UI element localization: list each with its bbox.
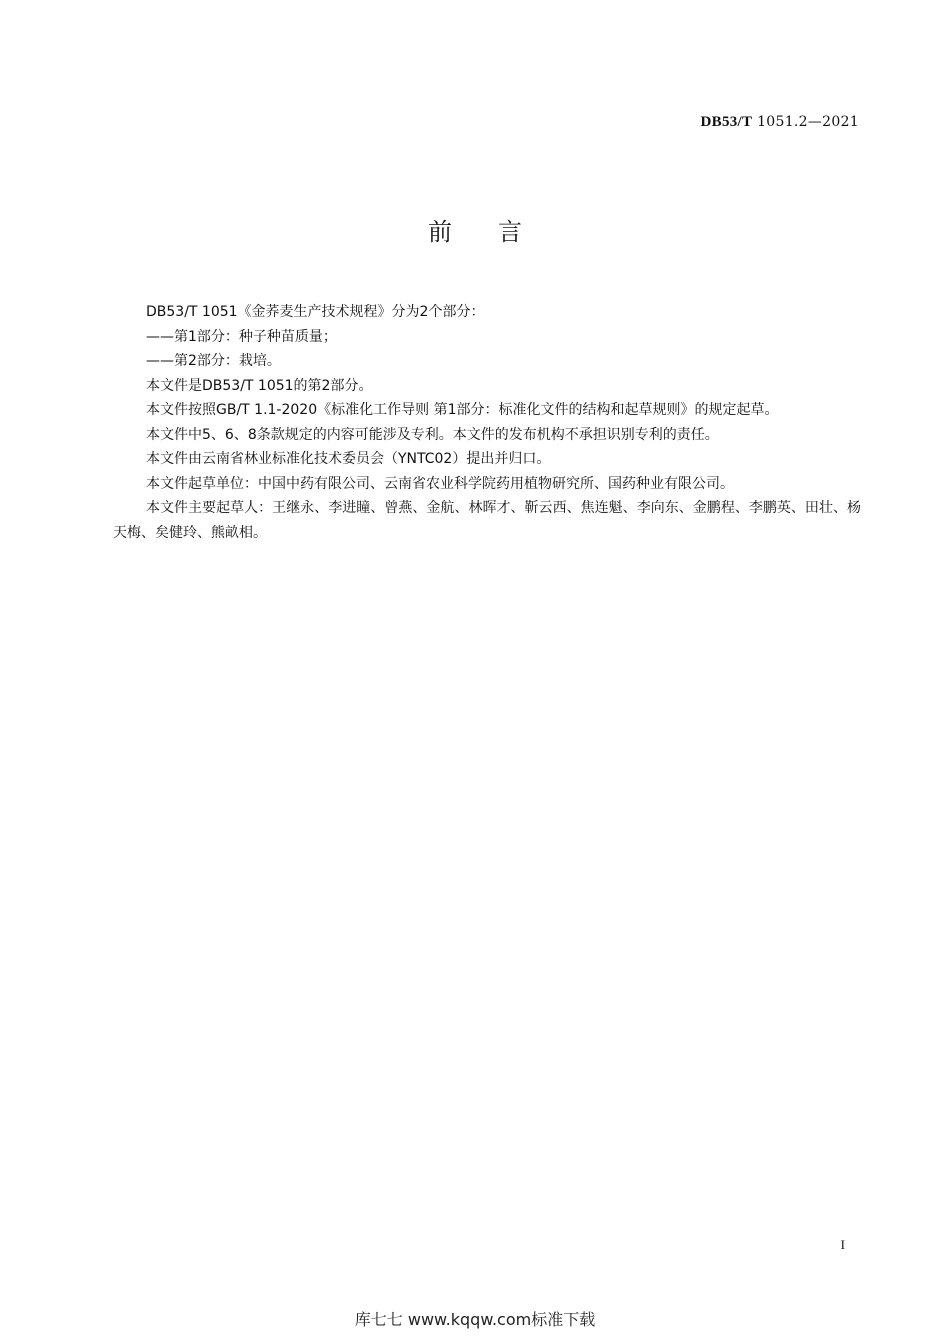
standard-prefix: DB53/T [700, 114, 753, 130]
paragraph-drafting-units: 本文件起草单位：中国中药有限公司、云南省农业科学院药用植物研究所、国药种业有限公司。 [146, 475, 734, 492]
paragraph-parts-intro: DB53/T 1051《金荞麦生产技术规程》分为2个部分： [146, 304, 485, 320]
paragraph-drafters: 本文件主要起草人：王继永、李进瞳、曾燕、金航、林晖才、靳云西、焦连魁、李向东、金鹏程、李鹏英、田壮、杨天梅、矣健玲、熊畝相。 [113, 500, 861, 541]
footer-watermark: 库七七 www.kqqw.com标准下载 [354, 1310, 596, 1329]
paragraph-document-part: 本文件是DB53/T 1051的第2部分。 [146, 377, 373, 394]
paragraph-part-1: ——第1部分：种子种苗质量； [146, 328, 337, 345]
standard-number: 1051.2—2021 [752, 114, 859, 130]
page-number: I [840, 1237, 845, 1252]
paragraph-proposer: 本文件由云南省林业标准化技术委员会（YNTC02）提出并归口。 [146, 451, 551, 467]
page-title: 前言 [428, 218, 568, 246]
paragraph-drafting-rules: 本文件按照GB/T 1.1-2020《标准化工作导则 第1部分：标准化文件的结构和起草规则》的规定起草。 [146, 402, 779, 418]
paragraph-part-2: ——第2部分：栽培。 [146, 353, 281, 369]
foreword-body [113, 300, 861, 545]
paragraph-patent-notice: 本文件中5、6、8条款规定的内容可能涉及专利。本文件的发布机构不承担识别专利的责任。 [146, 426, 719, 443]
standard-code [701, 114, 859, 131]
